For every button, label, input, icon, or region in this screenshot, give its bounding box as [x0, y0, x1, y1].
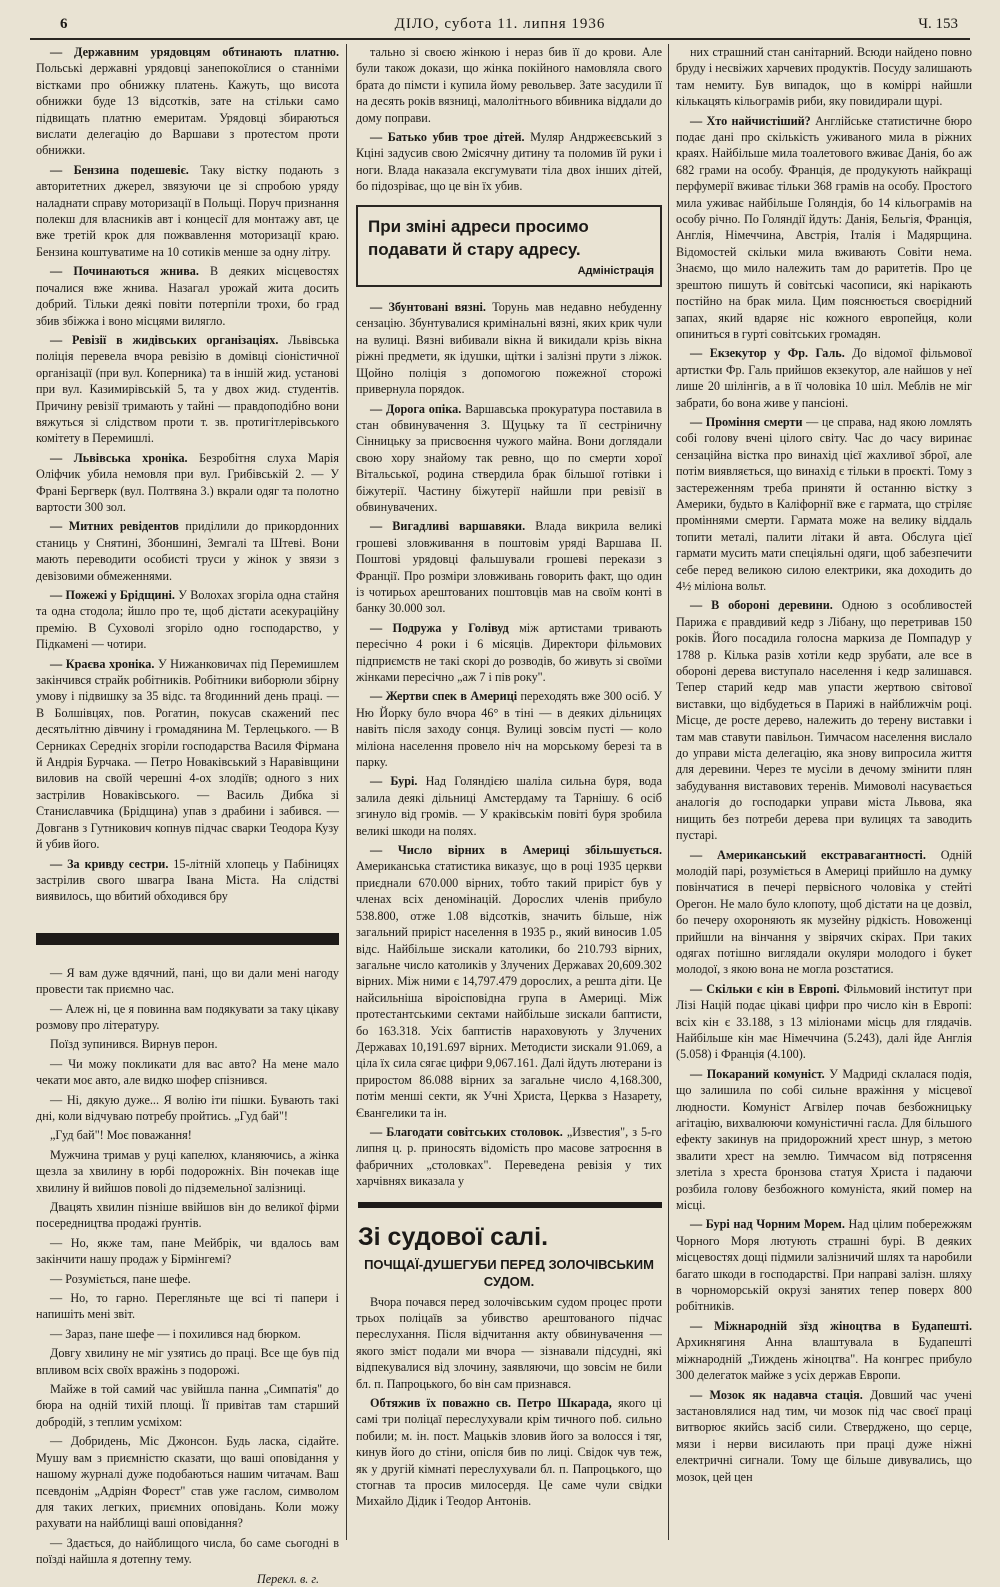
news-item: [676, 44, 972, 110]
news-item-headline: — Починаються жнива.: [50, 264, 199, 279]
story-paragraph: — Зараз, пане шефе — і похилився над бюрком.: [50, 1326, 301, 1341]
news-item: [36, 44, 339, 159]
court-article-headline: ПОЧЩАЇ-ДУШЕГУБИ ПЕРЕД ЗОЛОЧІВСЬКИМ СУДОМ.: [364, 1256, 654, 1289]
story-paragraph: — Розуміється, пане шефе.: [50, 1271, 191, 1286]
news-item-headline: — Жертви спек в Америці: [370, 689, 518, 704]
news-items: [356, 299, 662, 1190]
court-paragraph: [356, 1294, 662, 1392]
news-item-text: тально зі своєю жінкою і нераз бив її до крови. Але були також докази, що жінка покійного намовляла свого брата до пімсти і купила йому револьвер. Зате засудили її на десять років вязниці, малолітнього вбивника віддали до дому поправи.: [356, 45, 662, 125]
story-paragraph: — Ні, дякую дуже... Я волію іти пішки. Бувають такі дні, коли відчуваю потребу пройтись. „Гуд бай"!: [36, 1092, 339, 1123]
news-item-headline: — Бурі над Чорним Морем.: [690, 1217, 845, 1232]
translator-signature: Перекл. в. г.: [256, 1571, 319, 1586]
news-item: [356, 620, 662, 686]
news-item-text: У Волохах згоріла одна стайня та одна стодола; йшло про те, щоб дістати асекураційну премію. В Суховолі згоріло одно господарство, у Підкамені — чотири.: [36, 588, 339, 652]
news-item: [36, 450, 339, 516]
news-item-headline: — Державним урядовцям обтинають платню.: [50, 45, 339, 59]
news-item-headline: — Краєва хроніка.: [50, 656, 155, 671]
news-item: [676, 1387, 972, 1485]
court-paragraph-text: якого ці самі три поліцаї переслухували крім тичного поб. сильно побили; м. ін. пост. Мацьків зловив його за волосся і тяг, кинув його до стіни, опісля бив по лиці. Свідок чув теж, як у другій кімнаті переслухували бл. п. Папроцького, що стогнав та просив милосердя. Це саме чули свідки Михайло Дідик і Теодор Антонів.: [356, 1396, 662, 1509]
story-paragraph: Довгу хвилину не міг узятись до праці. Все ще був під впливом всіх своїх вражінь з подорожі.: [36, 1346, 339, 1377]
news-items-continued: [676, 44, 972, 110]
story-paragraph: — Чи можу покликати для вас авто? На мене мало чекати моє авто, але видко шофер спізнився.: [36, 1056, 339, 1088]
news-item: [356, 44, 662, 126]
court-paragraph: [356, 1395, 662, 1510]
news-item-headline: — Митних ревідентов: [50, 519, 179, 534]
story-paragraph: Двацять хвилин пізніше ввійшов він до великої фірми посередництва продажі ґрунтів.: [36, 1200, 339, 1231]
news-item: [356, 1124, 662, 1190]
address-notice-box: [356, 205, 662, 287]
story-paragraph: „Гуд бай"! Моє поважання!: [50, 1128, 192, 1143]
news-item-text: між артистами тривають пересічно 4 роки і 6 місяців. Директори фільмових підприємств не такі скорі до розводів, бо живуть зі своїми жінками пересічно „аж 7 і пів року".: [356, 620, 662, 684]
story-paragraph: Мужчина тримав у руці капелюх, кланяючись, а жінка щезла за хвилину в юрбі подорожніх. Він почекав іще хвилину й вийшов повolі до підземельної залізниці.: [36, 1147, 339, 1195]
news-item-headline: — Благодати совітських столовок.: [370, 1124, 563, 1139]
news-item-headline: — Міжнародній зїзд жіноцтва в Будапешті.: [690, 1318, 972, 1333]
news-item: [676, 1318, 972, 1384]
court-article-body: [356, 1294, 662, 1510]
news-item: [36, 587, 339, 653]
news-item-text: „Известия", з 5-го липня ц. р. приносять відомість про масове затроєння в фабричних „столовках". Переведена ревізія у тих харчівнях виказала у: [356, 1124, 662, 1189]
news-item-headline: — Проміння смерти: [690, 414, 803, 429]
news-item-headline: — Батько убив трое дітей.: [370, 130, 525, 145]
news-items: [676, 113, 972, 1485]
news-item: [36, 332, 339, 447]
news-item-headline: — Бензина подешевіє.: [50, 162, 189, 177]
news-item-text: У Мадриді склалася подія, що залишила по собі сильне вражіння у місцевої людности. Комуніст Агвілер почав безбожницьку агітацію, вихвалюючи комуністичні гасла. Для більшого ефекту закинув на придорожний хрест шнур, з метою звалити хрест на землю. Тимчасом від потрясення злетіла з хреста бронзова статуя Христа і падаючи розбила голову безбожного комуніста, який помер на місці.: [676, 1066, 972, 1213]
story-paragraph: — Алеж ні, це я повинна вам подякувати за таку цікаву розмову про літературу.: [36, 1001, 339, 1032]
news-item-text: переходять вже 300 осіб. У Ню Йорку було вчора 46° в тіні — в деяких дільницях навіть після заходу сонця. Вулиці зовсім пусті — коло міліона населення провело ніч на морському березі та в парку.: [356, 689, 662, 770]
news-item: [36, 518, 339, 584]
news-item-text: Англійське статистичне бюро подає дані про скількість уживаного мила в ріжних краях. Найбільше мила тоалетового вживає Данія, бо аж 682 грами на особу. Франція, де продукують найкращі перфумерії вживає тільки 368 грамів на особу. Простого мила уживає найбільше Голяндія, бо 14 кільограмів на особу річно. По Голяндії йдуть: Данія, Бельгія, Франція, Англія, Німеччина, Австрія, Італія і Мадярщина. Відомостей скільки мила вживають Совіти нема. Знаємо, що мило належить там до раритетів. Про це зрештою пишуть й совітські часописи, які нарікають постійно на брак мила. Цим пояснюється своєрідний запах, який вдаряє ніс кожного европейця, коли опиниться в гурті совітських громадян.: [676, 113, 973, 341]
news-item-text: Над цілим побережжям Чорного Моря лютують страшні бурі. В деяких місцевостях дощі підмили залізничий шлях та наробили багато шкоди в господарстві. При направі залізн. шляху в чорноморській окрузі занятих тепер поверх 800 робітників.: [676, 1217, 972, 1314]
news-item-text: До відомої фільмової артистки Фр. Галь прийшов екзекутор, але найшов у неї лише 20 шілінгів, а в її чоловіка 10 шіл. Меблів не міг забрати, бо вона живе у пансіоні.: [676, 346, 972, 410]
news-item-headline: — Пожежі у Брідщині.: [50, 588, 175, 602]
news-item-text: Муляр Андржеєвський з Кціні задусив свою 2місячну дитину та поломив їй руки і ноги. Влада наказала ексгумувати тіла двох інших дітей, бо підозріває, що це він їх убив.: [356, 130, 662, 194]
column-3: [676, 44, 972, 1540]
header-rule: [30, 38, 970, 40]
masthead: [30, 14, 970, 36]
news-item-headline: — Львівська хроніка.: [50, 450, 188, 465]
news-item-text: Таку вістку подають з авторитетних джерел, звязуючи це зі спробою уряду наладнати справу моторизації в Польщі. Поруч признання полекш для власників авт і концесії для монтажу авт, це вже третій крок для пожвавлення моторизації краю. Бензина коштуватиме на 10 сотиків менше за одну літру.: [36, 162, 339, 259]
column-2: [356, 44, 662, 1540]
news-item-headline: — Хто найчистіший?: [690, 113, 811, 128]
column-divider: [668, 44, 669, 1540]
news-item-headline: — За кривду сестри.: [50, 856, 169, 871]
story-paragraph: — Добридень, Міс Джонсон. Будь ласка, сідайте. Мушу вам з приємністю сказати, що ваші оповідання у нашому журналі дуже подобаються нашим читачам. Ваш псевдонім „Адріян Форест" став уже гаслом, символом для таких легких, приємних оповідань. Коли можу рахувати на найблищі ваші оповідання?: [36, 1434, 339, 1531]
story-paragraph: — Я вам дуже вдячний, пані, що ви дали мені нагоду провести так приємно час.: [36, 965, 339, 997]
news-item-text: Американська статистика виказує, що в році 1935 церкви приєднали 670.000 вірних, тобто такий приріст був у членах всіх деномінацій. Дорослих членів прибуло 538.800, отже 1.08 відсотків, значить більше, ніж загальний приріст населення в 1935 р., який виносив 1.05 відс. Найбільше зискали католики, бо 210.793 вірних, загальне число католиків у Злучених Державах 20,609.302 вірних. Між ними є 14,797.479 дорослих, а решта діти. Це найсильніша віроісповідна група в Америці. Між протестантськими сектами найбільше зискали баптисти, бо 163.318. Усіх баптистів нараховують у Злучених Державах 10,191.697 вірних. Методисти зискали 91.069, а ціла їх сила сягає цифри 9,067.161. Далі йдуть лютерани із приростом 86.088 вірних за загальне число 4,168.300, потім менші секти, як Учні Христа, Церква з Назарету, Євангелики та ін.: [356, 859, 662, 1120]
news-item-text: Польські державні урядовці занепокоїлися о станніми вістками про обнижку платень. Кажуть, що висота обнижки буде 13 відсотків, зате на стільки само підвищать платню емеритам. Урядовці збираються вислати делегацію до Варшави з протестом проти обнижки.: [36, 61, 339, 158]
news-item: [36, 162, 339, 260]
news-item: [36, 656, 339, 853]
news-item-text: них страшний стан санітарний. Всюди найдено повно бруду і несвіжих харчевих продуктів. Посуду залишають там немиту. Був випадок, що в коміррі найшли кількацять кільограмів риби, яку повидирали щурі.: [676, 45, 972, 109]
news-item-text: Торунь мав недавно небуденну сензацію. Збунтувалися кримінальні вязні, яких крик чули на вулиці. Вязні вибивали вікна й викидали крізь вікна ріжні предмети, як ідушки, щітки і залізні прути з ліжок. Щойно поліція з допомогою пожежної сторожі привернула порядок.: [356, 300, 662, 397]
news-item: [676, 414, 972, 594]
news-item: [676, 345, 972, 411]
court-paragraph-headline: Обтяжив їх поважно св. Петро Шкарада,: [370, 1396, 612, 1411]
news-item-headline: — Покараний комуніст.: [690, 1066, 825, 1081]
news-item-text: В деяких місцевостях почалися вже жнива. Назагал урожай жита досить добрий. Тільки деякі повіти потерпіли трохи, бо град збив збіжжа і воно місцями вилягло.: [36, 264, 339, 328]
news-item-text: Над Голяндією шаліла сильна буря, вода залила деякі дільниці Амстердаму та Тарнішу. 6 осіб згинуло від громів. — У краківськім повіті буря зробила великі шкоди на полях.: [356, 774, 662, 838]
news-item: [356, 688, 662, 770]
news-item-text: Львівська поліція перевела вчора ревізію в домівці сіоністичної організації (при вул. Коперника) та в іншій жид. установі при вул. Казимирівській 5, та у двох жид. студентів. Причину ревізії тримають у тайні — правдоподібно вони вяжуться зі слідством проти т. зв. протигітлерівського комітету в Перемишлі.: [36, 332, 340, 446]
story-paragraph: — Здається, до найблищого числа, бо саме сьогодні в поїзді найшла я дотепну тему.: [36, 1535, 339, 1567]
news-item-headline: — Мозок як надавча стація.: [690, 1387, 863, 1402]
story-paragraph: — Но, якже там, пане Мейбрік, чи вдалось вам закінчити нашу продаж у Бірмінгемі?: [36, 1235, 339, 1267]
news-item-headline: — Скільки є кін в Европі.: [690, 981, 840, 996]
page-number: 6: [60, 16, 68, 32]
news-item-text: 15-літній хлопець у Пабіницях застрілив свого швагра Івана Міста. На слідстві виявилось, що вбитий обходився бру: [36, 856, 339, 904]
news-item: [356, 842, 662, 1121]
news-item: [36, 263, 339, 329]
news-item: [356, 299, 662, 397]
news-item-headline: — Американський екстравагантності.: [690, 847, 926, 862]
news-item-text: Одній молодій парі, розуміється в Америці прийшло на думку повінчатися в печері первісного чоловіка у стейті Орегон. Не мало було клопоту, щоб дістати на це дозвіл, бо печеру охороняють як музейну рідкість. Новоженці прийшли на вінчання у звірячих скірах. При таких одягах потішно виглядали окуляри молодого і букет молодої, з якою вона не могла розстатися.: [676, 847, 972, 977]
issue-number: Ч. 153: [918, 16, 958, 32]
news-items: [36, 44, 339, 905]
news-item-text: Влада викрила великі грошеві зловживання в поштовім уряді Варшава II. Поштові урядовці фальшували грошеві перекази з Франції. Про розміри зловживань говорить факт, що один із чотирьох арештованих поштовців мав на своїм конті в банку 30.000 зол.: [356, 519, 662, 616]
news-item-text: Довший час учені застановлялися над тим, чи мозок під час своєї праці витворює якийсь засіб сили. Стверджено, що серце, мязи і нерви висилають при праці дуже ніжні електричні сигнали. Тому ще більше дивувались, що мозок, цей цен: [676, 1387, 972, 1484]
news-item-text: — це справа, над якою ломлять собі голову вчені цілого світу. Час до часу виринає сензаційна вістка про винахід цієї жахливої зброї, але потім виявляється, що винахід є тільки в проєкті. Тому з застереженням треба приняти й останню вістку з Америки, будьто в Каліфорнії вже є гармата, що стріляє проміннями смерти. Гармата може на велику віддаль топити металі, палити літаки й авта. Обслуга цієї гармати мусить мати спеціяльні одяги, щоб забезпечити себе перед великою силою електрики, яка доходить до 4½ міліона вольт.: [676, 414, 972, 593]
news-item: [676, 1216, 972, 1314]
news-item-text: Одною з особливостей Парижа є правдивий кедр з Лібану, що перетривав 150 років. Його посадила голосна маркиза де Помпадур у 1788 р. Кілька разів хотіли кедр зрубати, але все в обороні дерева виступало населення і кедр залишався. Тепер старий кедр мав упасти жертвою світової виставки, що відбудеться в Парижі в найближчім році. Місце, де росте дерево, належить до терену виставки і там мав ставути павільон. Тимчасом населення вислало до управи міста делегацію, яка знову випросила життя для деревини. Через те мусіли в дечому змінити плян забудування виставових теренів. Мимоволі насувається аналогія до господарки управи міста Львова, яка нищить без потреби дерева при вулицях та заводить пустарі.: [676, 598, 972, 843]
news-item-headline: — В обороні деревини.: [690, 598, 833, 613]
news-item: [676, 847, 972, 978]
news-item-text: Безробітня слуха Марія Оліфчик убила немовля при вул. Грибівській 2. — У Франі Бергверк (вул. Полтвяна 3.) вкрали одяг та полотно вартости 300 зол.: [36, 450, 339, 514]
court-section-title: Зі судової салі.: [358, 1202, 662, 1252]
news-item: [676, 981, 972, 1063]
story-paragraph: Поїзд зупинився. Вирнув перон.: [50, 1037, 218, 1052]
news-item: [676, 1066, 972, 1214]
news-item: [356, 773, 662, 839]
news-item-text: приділили до прикордонних станиць у Снятині, Збоншині, Земгалі та Штеві. Вони мають переводити особисті труси у жінок у звязи з девізовими обмеженнями.: [36, 519, 339, 583]
section-divider-bar: [36, 933, 339, 945]
news-item: [36, 856, 339, 905]
masthead-title: ДІЛО, субота 11. липня 1936: [394, 16, 606, 32]
news-item-text: Фільмовий інститут при Лізі Націй подає цікаві цифри про число кін в Европі: всіх кін є 33.188, з 13 міліонами місць для глядачів. Найбільше кін має Німеччина (5.243), далі йде Англія (5.058) і Франція (4.100).: [676, 981, 972, 1062]
news-item-headline: — Ревізії в жидівських організаціях.: [50, 332, 279, 347]
news-item-headline: — Бурі.: [370, 774, 418, 789]
address-notice-signature: Адміністрація: [577, 264, 654, 277]
news-item-headline: — Число вірних в Америці збільшується.: [370, 843, 662, 858]
news-item-headline: — Екзекутор у Фр. Галь.: [690, 346, 845, 361]
news-item: [676, 113, 972, 343]
column-1: [36, 44, 340, 1586]
news-item: [356, 518, 662, 616]
court-paragraph-text: Вчора почався перед золочівським судом процес проти трьох поліцаїв за убивство арештованого підчас переслухання. Після відчитання акту обвинувачення — якого зміст подали ми вчора — зізнавали підсудні, які відпекувалися від злочину, заявляючи, що зовсім не били бл. п. Папроцького, бо він сам признався.: [356, 1294, 662, 1391]
story-paragraph: — Но, то гарно. Перегляньте ще всі ті папери і напишіть мені звіт.: [36, 1291, 339, 1322]
column-divider: [346, 44, 347, 1540]
news-item-text: У Нижанковичах під Перемишлем закінчився страйк робітників. Робітники виборюли збірну умову і підвишку за 35 відс. та 8годинний день праці. — В Болшівцях, пов. Рогатин, покусав скажений пес десятьлітню дівчину і громадянина М. Терлецького. — В Серниках Середніх згоріли господарства Василя Фірмана й Андрія Бурчака. — Петро Новаківський з Наравівщини виловив на своїй черешні 4-ох злодіїв; одного з них застрілив Новаківського. — Василь Дибка зі Станиславчика (Брідщина) упав з драбини і забився. — Довганв з Гутникович копнув підчас сварки Теодора Кузу й убив його.: [36, 656, 339, 852]
news-item-text: Архикнягиня Анна влаштувала в Будапешті міжнародній „Тиждень жіноцтва". На конгрес прибуло 300 делегаток майже з усіх держав Европи.: [676, 1335, 972, 1383]
news-item-headline: — Вигадливі варшавяки.: [370, 519, 526, 534]
news-item: [676, 597, 972, 843]
feuilleton-story: [36, 965, 339, 1568]
address-notice-text: При зміні адреси просимо подавати й стару адресу.: [368, 216, 589, 259]
story-paragraph: Майже в той самий час увійшла панна „Симпатія" до бюра на одній тихій площі. Її привітав там старший добродій, з теплим усміхом:: [36, 1382, 339, 1429]
news-items-continued: [356, 44, 662, 195]
news-item-headline: — Подружа у Голівуд: [370, 620, 509, 635]
news-item: [356, 401, 662, 516]
news-item-text: Варшавська прокуратура поставила в стан обвинувачення З. Щуцьку та її сестріничну Сінницьку за присвоєння чужого майна. Вони доглядали свою хору знайому так ревно, що по смерти хорої Вітальської, родина ствердила брак більшої готівки і біжутерії. Частину біжутерії найшли при ревізії в обвинувачених.: [356, 401, 662, 514]
news-item-headline: — Збунтовані вязні.: [370, 300, 486, 315]
news-item: [356, 129, 662, 195]
news-item-headline: — Дорога опіка.: [370, 401, 462, 416]
